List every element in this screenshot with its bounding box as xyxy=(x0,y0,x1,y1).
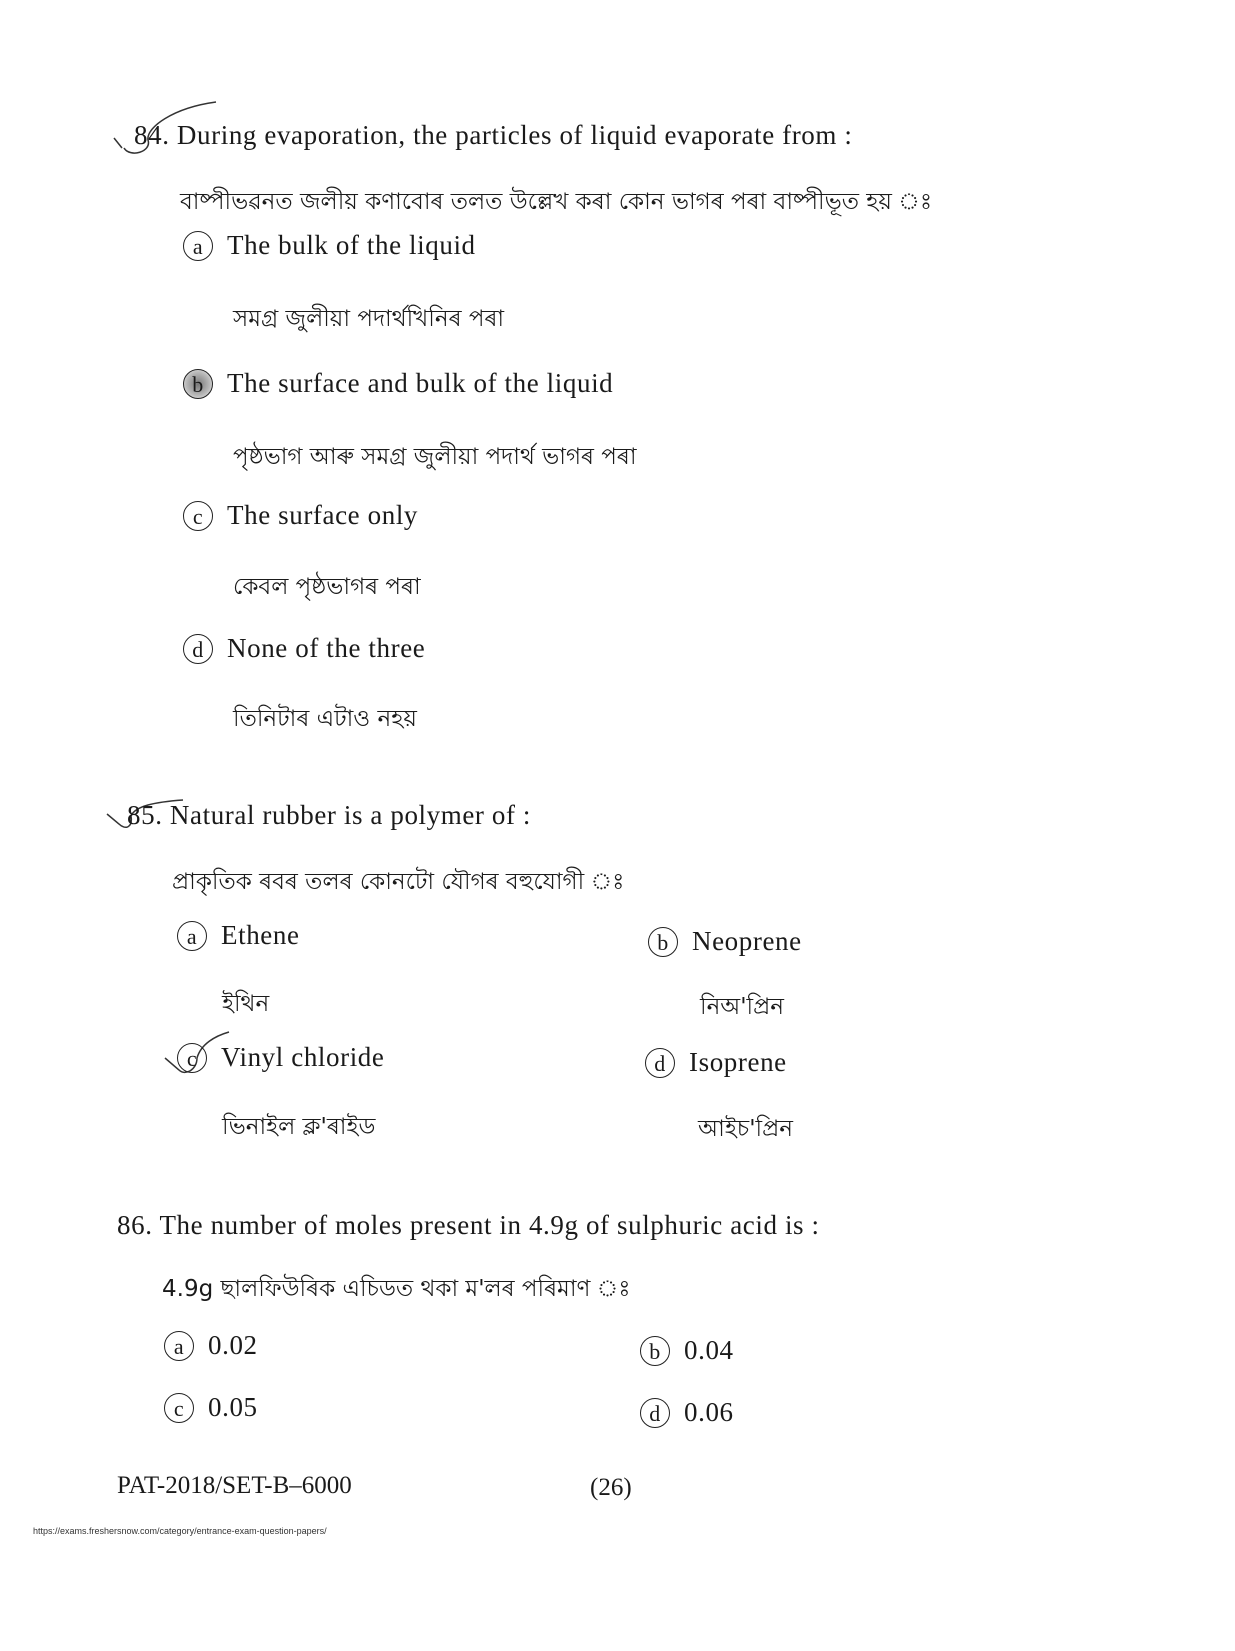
option-letter-circle: d xyxy=(640,1398,670,1428)
option-text: Isoprene xyxy=(689,1047,787,1077)
option-letter-circle: d xyxy=(183,634,213,664)
question-text: Natural rubber is a polymer of : xyxy=(169,800,532,830)
option-text: Vinyl chloride xyxy=(221,1042,385,1072)
option-85-a-assamese: ইথিন xyxy=(222,991,270,1017)
option-84-b-assamese: পৃষ্ঠভাগ আৰু সমগ্ৰ জুলীয়া পদাৰ্থ ভাগৰ পৰা xyxy=(233,444,637,470)
option-text: 0.06 xyxy=(684,1397,734,1427)
option-text: Ethene xyxy=(221,920,300,950)
question-number: 85. xyxy=(127,800,163,830)
option-85-d-assamese: আইচ'প্ৰিন xyxy=(698,1116,794,1142)
option-letter-circle: a xyxy=(164,1331,194,1361)
option-letter-circle: c xyxy=(183,501,213,531)
option-letter-circle: c xyxy=(164,1393,194,1423)
option-text: The surface only xyxy=(227,500,419,530)
option-85-c[interactable] xyxy=(177,1042,385,1073)
option-85-b[interactable] xyxy=(648,926,802,957)
paper-code: PAT-2018/SET-B–6000 xyxy=(117,1472,352,1499)
question-text: During evaporation, the particles of liquid evaporate from : xyxy=(176,120,853,150)
option-text: 0.05 xyxy=(208,1392,258,1422)
question-number: 86. xyxy=(117,1210,153,1240)
option-85-b-assamese: নিঅ'প্ৰিন xyxy=(700,994,785,1020)
option-84-d-assamese: তিনিটাৰ এটাও নহয় xyxy=(233,706,417,732)
option-84-a-assamese: সমগ্ৰ জুলীয়া পদাৰ্থখিনিৰ পৰা xyxy=(233,306,505,332)
option-85-c-assamese: ভিনাইল ক্ল'ৰাইড xyxy=(222,1114,376,1140)
option-86-c[interactable] xyxy=(164,1392,258,1423)
question-85-assamese: প্ৰাকৃতিক ৰবৰ তলৰ কোনটো যৌগৰ বহুযোগী ঃ xyxy=(172,869,625,895)
option-letter-circle: b xyxy=(640,1336,670,1366)
option-letter-circle-marked: b xyxy=(183,369,213,399)
question-84-assamese: বাষ্পীভৱনত জলীয় কণাবোৰ তলত উল্লেখ কৰা কোন ভাগৰ পৰা বাষ্পীভূত হয় ঃ xyxy=(180,189,933,215)
option-86-a[interactable] xyxy=(164,1330,258,1361)
option-letter-circle: b xyxy=(648,927,678,957)
option-86-d[interactable] xyxy=(640,1397,734,1428)
question-number: 84. xyxy=(134,120,170,150)
option-86-b[interactable] xyxy=(640,1335,734,1366)
question-85 xyxy=(127,800,531,831)
option-letter-circle: c xyxy=(177,1043,207,1073)
source-url[interactable]: https://exams.freshersnow.com/category/entrance-exam-question-papers/ xyxy=(33,1526,327,1536)
option-text: None of the three xyxy=(227,633,426,663)
question-86 xyxy=(117,1210,820,1241)
option-85-d[interactable] xyxy=(645,1047,787,1078)
option-84-a[interactable] xyxy=(183,230,476,261)
option-text: The surface and bulk of the liquid xyxy=(227,368,614,398)
option-letter-circle: d xyxy=(645,1048,675,1078)
question-text: The number of moles present in 4.9g of sulphuric acid is : xyxy=(159,1210,820,1240)
option-letter-circle: a xyxy=(177,921,207,951)
option-text: 0.02 xyxy=(208,1330,258,1360)
option-84-b[interactable] xyxy=(183,368,613,399)
option-85-a[interactable] xyxy=(177,920,300,951)
option-84-d[interactable] xyxy=(183,633,425,664)
option-text: 0.04 xyxy=(684,1335,734,1365)
option-text: The bulk of the liquid xyxy=(227,230,476,260)
question-84 xyxy=(134,120,852,151)
option-84-c[interactable] xyxy=(183,500,418,531)
option-text: Neoprene xyxy=(692,926,802,956)
option-letter-circle: a xyxy=(183,231,213,261)
page-number: (26) xyxy=(590,1474,632,1501)
option-84-c-assamese: কেবল পৃষ্ঠভাগৰ পৰা xyxy=(233,574,421,600)
question-86-assamese: 4.9g ছালফিউৰিক এচিডত থকা ম'লৰ পৰিমাণ ঃ xyxy=(162,1276,631,1302)
